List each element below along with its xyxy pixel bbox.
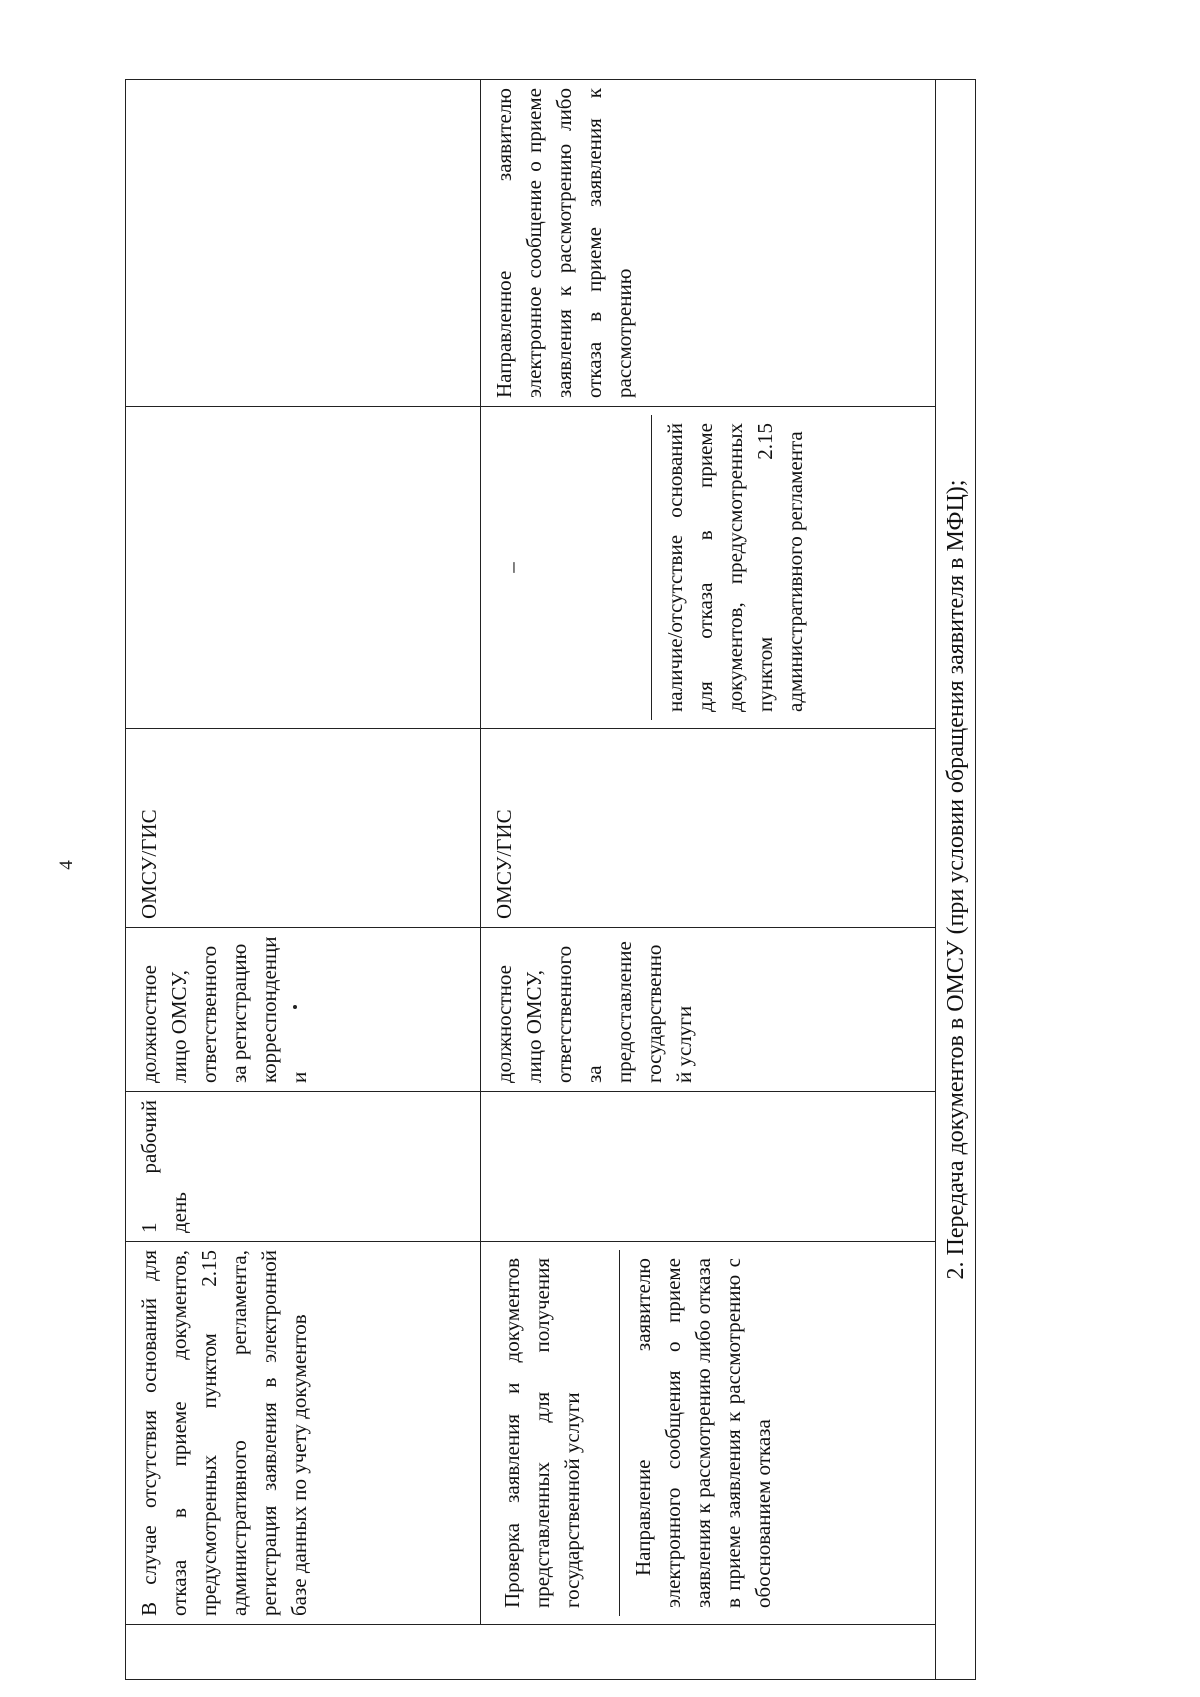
cell-term [481,1092,936,1242]
cell-place: ОМСУ/ГИС [481,729,936,928]
cell-place: ОМСУ/ГИС [126,729,481,928]
rotated-page [125,80,975,1680]
cell-criteria-basis: наличие/отсутствие оснований для отказа в приеме документов, предусмотренных пунктом 2.15 административного регламента [651,415,931,720]
cell-responsible: должностное лицо ОМСУ, ответственного за предоставление государственной услуги [481,928,936,1092]
cell-responsible: должностное лицо ОМСУ, ответственного за регистрацию корреспонденции [126,928,481,1092]
left-blank-cell [126,1625,936,1680]
cell-term: 1 рабочий день [126,1092,481,1242]
cell-result [126,80,481,407]
cell-criteria [126,407,481,729]
cell-criteria-split [481,407,936,729]
cell-basis-split [481,1242,936,1625]
cell-basis-notify: Направление заявителю электронного сообщения о приеме заявления к рассмотрению либо отказа в приеме заявления к рассмотрению с обоснованием отказа [619,1250,931,1616]
landscape-content [125,80,975,1680]
cell-basis: В случае отсутствия оснований для отказа в приеме документов, предусмотренных пунктом 2.15 административного регламента, регистрация заявления в электронной базе данных по учету документов [126,1242,481,1625]
table-row [936,80,976,1680]
cell-result: Направленное заявителю электронное сообщение о приеме заявления к рассмотрению либо отказа в приеме заявления к рассмотрению [481,80,936,407]
table-row [126,80,481,1680]
procedure-table [125,79,976,1680]
table-row [481,80,936,1680]
page-number: 4 [55,860,77,870]
cell-basis-check: Проверка заявления и документов представленных для получения государственной услуги [500,1258,584,1608]
section-heading: 2. Передача документов в ОМСУ (при условии обращения заявителя в МФЦ); [936,80,976,1680]
cell-criteria-dash: – [500,562,524,573]
